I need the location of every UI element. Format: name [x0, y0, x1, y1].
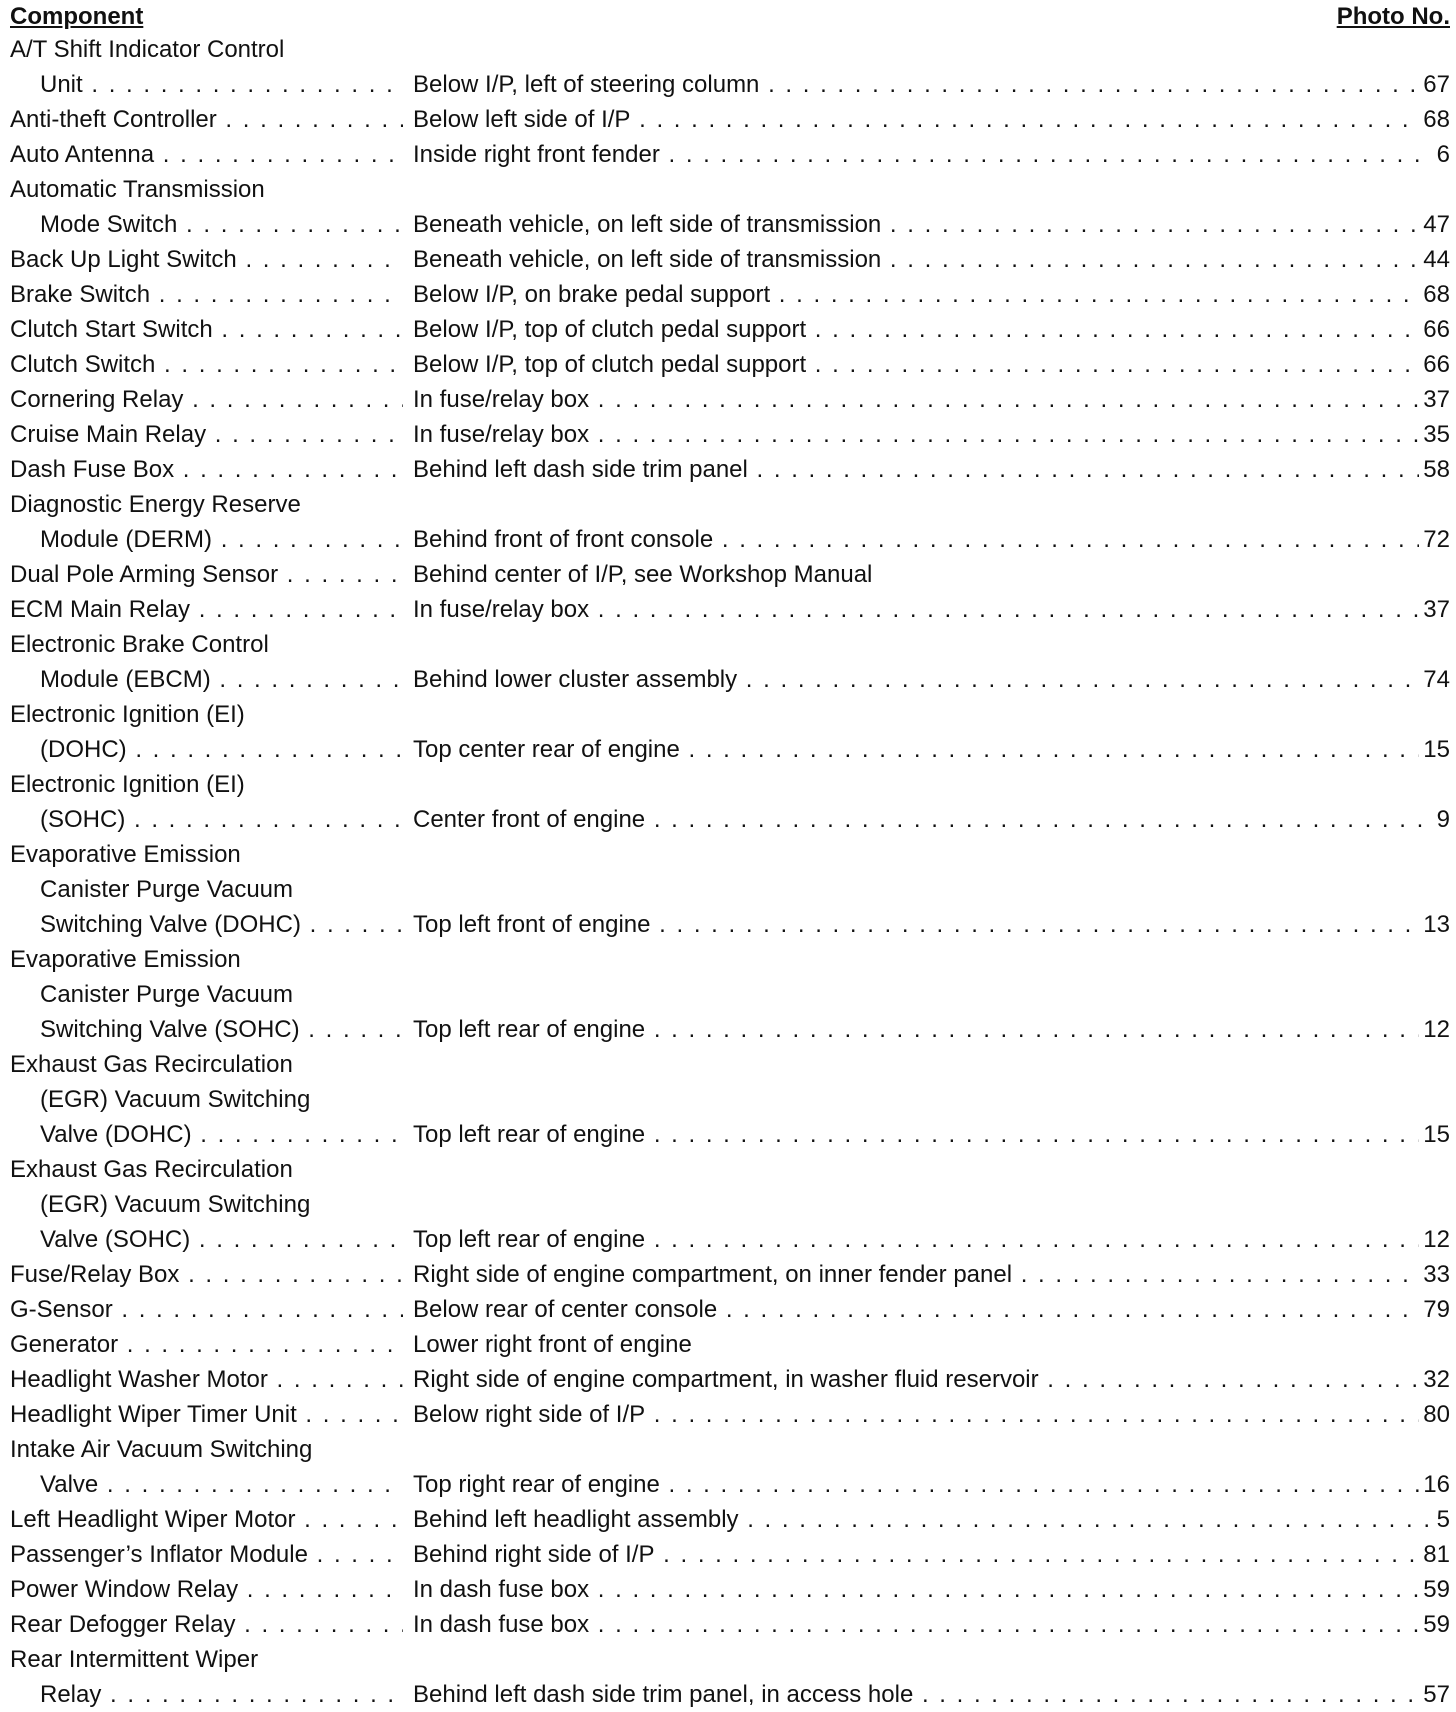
component-name: Valve . . . [10, 1467, 403, 1502]
table-row [10, 627, 1450, 697]
table-row [10, 697, 1450, 767]
component-name: Back Up Light Switch . . . [10, 242, 403, 277]
row-line [10, 837, 1450, 872]
component-location: Top right rear of engine . . . [413, 1467, 1433, 1502]
row-line [10, 207, 1450, 242]
component-name: Headlight Wiper Timer Unit . . . [10, 1397, 403, 1432]
table-row [10, 837, 1450, 942]
component-location: Beneath vehicle, on left side of transmission . . . [413, 207, 1433, 242]
photo-number: 80 [1419, 1397, 1450, 1432]
row-line [10, 1467, 1450, 1502]
row-line [10, 1327, 1450, 1362]
table-row [10, 1047, 1450, 1152]
component-location: Behind left headlight assembly . . . [413, 1502, 1433, 1537]
component-location: Behind center of I/P, see Workshop Manual [413, 561, 873, 588]
row-line [10, 137, 1450, 172]
photo-number: 9 [1433, 802, 1450, 837]
component-name: Intake Air Vacuum Switching [10, 1436, 313, 1463]
row-line [10, 662, 1450, 697]
table-row [10, 1537, 1450, 1572]
row-line [10, 1397, 1450, 1432]
table-row [10, 767, 1450, 837]
component-name: Rear Intermittent Wiper [10, 1646, 259, 1673]
photo-number: 66 [1419, 347, 1450, 382]
table-row [10, 172, 1450, 242]
component-name: Power Window Relay . . . [10, 1572, 403, 1607]
photo-number: 6 [1433, 137, 1450, 172]
table-row [10, 312, 1450, 347]
table-row [10, 557, 1450, 592]
row-line [10, 452, 1450, 487]
component-column-header: Component [10, 3, 144, 30]
table-row [10, 1607, 1450, 1642]
component-name: Switching Valve (SOHC) . . . [10, 1012, 403, 1047]
row-line [10, 67, 1450, 102]
component-name: G-Sensor . . . [10, 1292, 403, 1327]
row-line [10, 1012, 1450, 1047]
row-line [10, 627, 1450, 662]
component-name: Fuse/Relay Box . . . [10, 1257, 403, 1292]
photo-number: 59 [1419, 1607, 1450, 1642]
row-line [10, 242, 1450, 277]
table-row [10, 137, 1450, 172]
component-name: Module (EBCM) . . . [10, 662, 403, 697]
table-row [10, 1257, 1450, 1292]
photo-number: 16 [1419, 1467, 1450, 1502]
component-location: Below left side of I/P . . . [413, 102, 1433, 137]
table-row [10, 1432, 1450, 1502]
component-location: In dash fuse box . . . [413, 1607, 1433, 1642]
row-line [10, 1432, 1450, 1467]
component-name: Generator . . . [10, 1327, 403, 1362]
photo-number: 13 [1419, 907, 1450, 942]
component-name: Clutch Switch . . . [10, 347, 403, 382]
component-name: Evaporative Emission [10, 841, 241, 868]
row-line [10, 1537, 1450, 1572]
component-name: Exhaust Gas Recirculation [10, 1156, 293, 1183]
component-location: Below right side of I/P . . . [413, 1397, 1433, 1432]
photo-number: 79 [1419, 1292, 1450, 1327]
row-line [10, 1187, 1450, 1222]
row-line [10, 172, 1450, 207]
table-row [10, 592, 1450, 627]
table-row [10, 452, 1450, 487]
table-row [10, 32, 1450, 102]
row-line [10, 907, 1450, 942]
component-name: (EGR) Vacuum Switching [40, 1191, 311, 1218]
component-name: Relay . . . [10, 1677, 403, 1712]
row-line [10, 1082, 1450, 1117]
photo-number: 15 [1419, 732, 1450, 767]
component-location: Below I/P, top of clutch pedal support . . . [413, 347, 1433, 382]
component-location: In fuse/relay box . . . [413, 592, 1433, 627]
component-location: Behind left dash side trim panel, in access hole . . . [413, 1677, 1433, 1712]
photo-number: 67 [1419, 67, 1450, 102]
table-body [10, 32, 1450, 1712]
component-location-table [10, 2, 1450, 1712]
component-location: Behind right side of I/P . . . [413, 1537, 1433, 1572]
row-line [10, 1502, 1450, 1537]
component-name: Canister Purge Vacuum [40, 876, 294, 903]
photo-number: 68 [1419, 277, 1450, 312]
component-name: Module (DERM) . . . [10, 522, 403, 557]
photo-number: 44 [1419, 242, 1450, 277]
table-row [10, 942, 1450, 1047]
row-line [10, 1117, 1450, 1152]
photo-number: 12 [1419, 1222, 1450, 1257]
row-line [10, 487, 1450, 522]
photo-number: 35 [1419, 417, 1450, 452]
table-header [10, 2, 1450, 32]
photo-number: 15 [1419, 1117, 1450, 1152]
table-row [10, 242, 1450, 277]
row-line [10, 942, 1450, 977]
component-location: Behind lower cluster assembly . . . [413, 662, 1433, 697]
table-row [10, 277, 1450, 312]
row-line [10, 557, 1450, 592]
component-location: Below I/P, top of clutch pedal support . . . [413, 312, 1433, 347]
component-name: Electronic Ignition (EI) [10, 771, 245, 798]
table-row [10, 102, 1450, 137]
row-line [10, 1222, 1450, 1257]
component-name: Cornering Relay . . . [10, 382, 403, 417]
component-name: Auto Antenna . . . [10, 137, 403, 172]
component-location: Top left front of engine . . . [413, 907, 1433, 942]
table-row [10, 1292, 1450, 1327]
component-location: In fuse/relay box . . . [413, 417, 1433, 452]
row-line [10, 1292, 1450, 1327]
table-row [10, 382, 1450, 417]
row-line [10, 382, 1450, 417]
component-name: Dual Pole Arming Sensor . . . [10, 557, 403, 592]
component-location: Top left rear of engine . . . [413, 1222, 1433, 1257]
photo-number: 58 [1419, 452, 1450, 487]
component-name: Brake Switch . . . [10, 277, 403, 312]
component-name: Switching Valve (DOHC) . . . [10, 907, 403, 942]
component-name: Headlight Washer Motor . . . [10, 1362, 403, 1397]
row-line [10, 1572, 1450, 1607]
component-name: Diagnostic Energy Reserve [10, 491, 301, 518]
row-line [10, 277, 1450, 312]
table-row [10, 1572, 1450, 1607]
photo-number: 68 [1419, 102, 1450, 137]
row-line [10, 697, 1450, 732]
component-name: Electronic Brake Control [10, 631, 269, 658]
row-line [10, 312, 1450, 347]
component-location: Inside right front fender . . . [413, 137, 1433, 172]
component-location: Below I/P, on brake pedal support . . . [413, 277, 1433, 312]
component-name: Passenger’s Inflator Module . . . [10, 1537, 403, 1572]
component-location: Center front of engine . . . [413, 802, 1433, 837]
component-name: Clutch Start Switch . . . [10, 312, 403, 347]
table-row [10, 347, 1450, 382]
row-line [10, 592, 1450, 627]
component-location: Top left rear of engine . . . [413, 1012, 1433, 1047]
component-location: In dash fuse box . . . [413, 1572, 1433, 1607]
photo-number: 32 [1419, 1362, 1450, 1397]
component-location: Behind front of front console . . . [413, 522, 1433, 557]
row-line [10, 1257, 1450, 1292]
component-location: Below I/P, left of steering column . . . [413, 67, 1433, 102]
row-line [10, 522, 1450, 557]
component-name: Exhaust Gas Recirculation [10, 1051, 293, 1078]
photo-number: 37 [1419, 592, 1450, 627]
row-line [10, 802, 1450, 837]
component-location: Right side of engine compartment, in washer fluid reservoir . . . [413, 1362, 1433, 1397]
component-name: Valve (DOHC) . . . [10, 1117, 403, 1152]
component-location: Right side of engine compartment, on inner fender panel . . . [413, 1257, 1433, 1292]
component-location: Top center rear of engine . . . [413, 732, 1433, 767]
photo-number: 37 [1419, 382, 1450, 417]
component-name: Rear Defogger Relay . . . [10, 1607, 403, 1642]
row-line [10, 1047, 1450, 1082]
component-location: Lower right front of engine [413, 1331, 692, 1358]
row-line [10, 767, 1450, 802]
table-row [10, 1502, 1450, 1537]
photo-number: 74 [1419, 662, 1450, 697]
component-name: Evaporative Emission [10, 946, 241, 973]
photo-number-column-header: Photo No. [1336, 3, 1450, 30]
table-row [10, 1642, 1450, 1712]
component-name: A/T Shift Indicator Control [10, 36, 285, 63]
component-name: Left Headlight Wiper Motor . . . [10, 1502, 403, 1537]
table-row [10, 1327, 1450, 1362]
component-location: In fuse/relay box . . . [413, 382, 1433, 417]
row-line [10, 1607, 1450, 1642]
table-row [10, 1362, 1450, 1397]
component-name: Valve (SOHC) . . . [10, 1222, 403, 1257]
component-location: Below rear of center console . . . [413, 1292, 1433, 1327]
component-name: Electronic Ignition (EI) [10, 701, 245, 728]
table-row [10, 1397, 1450, 1432]
component-name: (SOHC) . . . [10, 802, 403, 837]
photo-number: 59 [1419, 1572, 1450, 1607]
row-line [10, 977, 1450, 1012]
table-row [10, 487, 1450, 557]
photo-number: 47 [1419, 207, 1450, 242]
photo-number: 12 [1419, 1012, 1450, 1047]
component-name: Automatic Transmission [10, 176, 265, 203]
component-name: (DOHC) . . . [10, 732, 403, 767]
photo-number: 57 [1419, 1677, 1450, 1712]
row-line [10, 1642, 1450, 1677]
component-name: Cruise Main Relay . . . [10, 417, 403, 452]
row-line [10, 1152, 1450, 1187]
component-location: Top left rear of engine . . . [413, 1117, 1433, 1152]
component-name: Unit . . . [10, 67, 403, 102]
photo-number: 33 [1419, 1257, 1450, 1292]
component-name: Dash Fuse Box . . . [10, 452, 403, 487]
component-name: Anti-theft Controller . . . [10, 102, 403, 137]
component-name: Mode Switch . . . [10, 207, 403, 242]
component-location: Beneath vehicle, on left side of transmission . . . [413, 242, 1433, 277]
row-line [10, 1677, 1450, 1712]
row-line [10, 872, 1450, 907]
photo-number: 5 [1433, 1502, 1450, 1537]
component-name: Canister Purge Vacuum [40, 981, 294, 1008]
row-line [10, 347, 1450, 382]
component-name: (EGR) Vacuum Switching [40, 1086, 311, 1113]
photo-number: 72 [1419, 522, 1450, 557]
photo-number: 66 [1419, 312, 1450, 347]
table-row [10, 1152, 1450, 1257]
row-line [10, 32, 1450, 67]
component-location: Behind left dash side trim panel . . . [413, 452, 1433, 487]
table-row [10, 417, 1450, 452]
component-name: ECM Main Relay . . . [10, 592, 403, 627]
photo-number: 81 [1419, 1537, 1450, 1572]
row-line [10, 417, 1450, 452]
row-line [10, 732, 1450, 767]
row-line [10, 102, 1450, 137]
row-line [10, 1362, 1450, 1397]
